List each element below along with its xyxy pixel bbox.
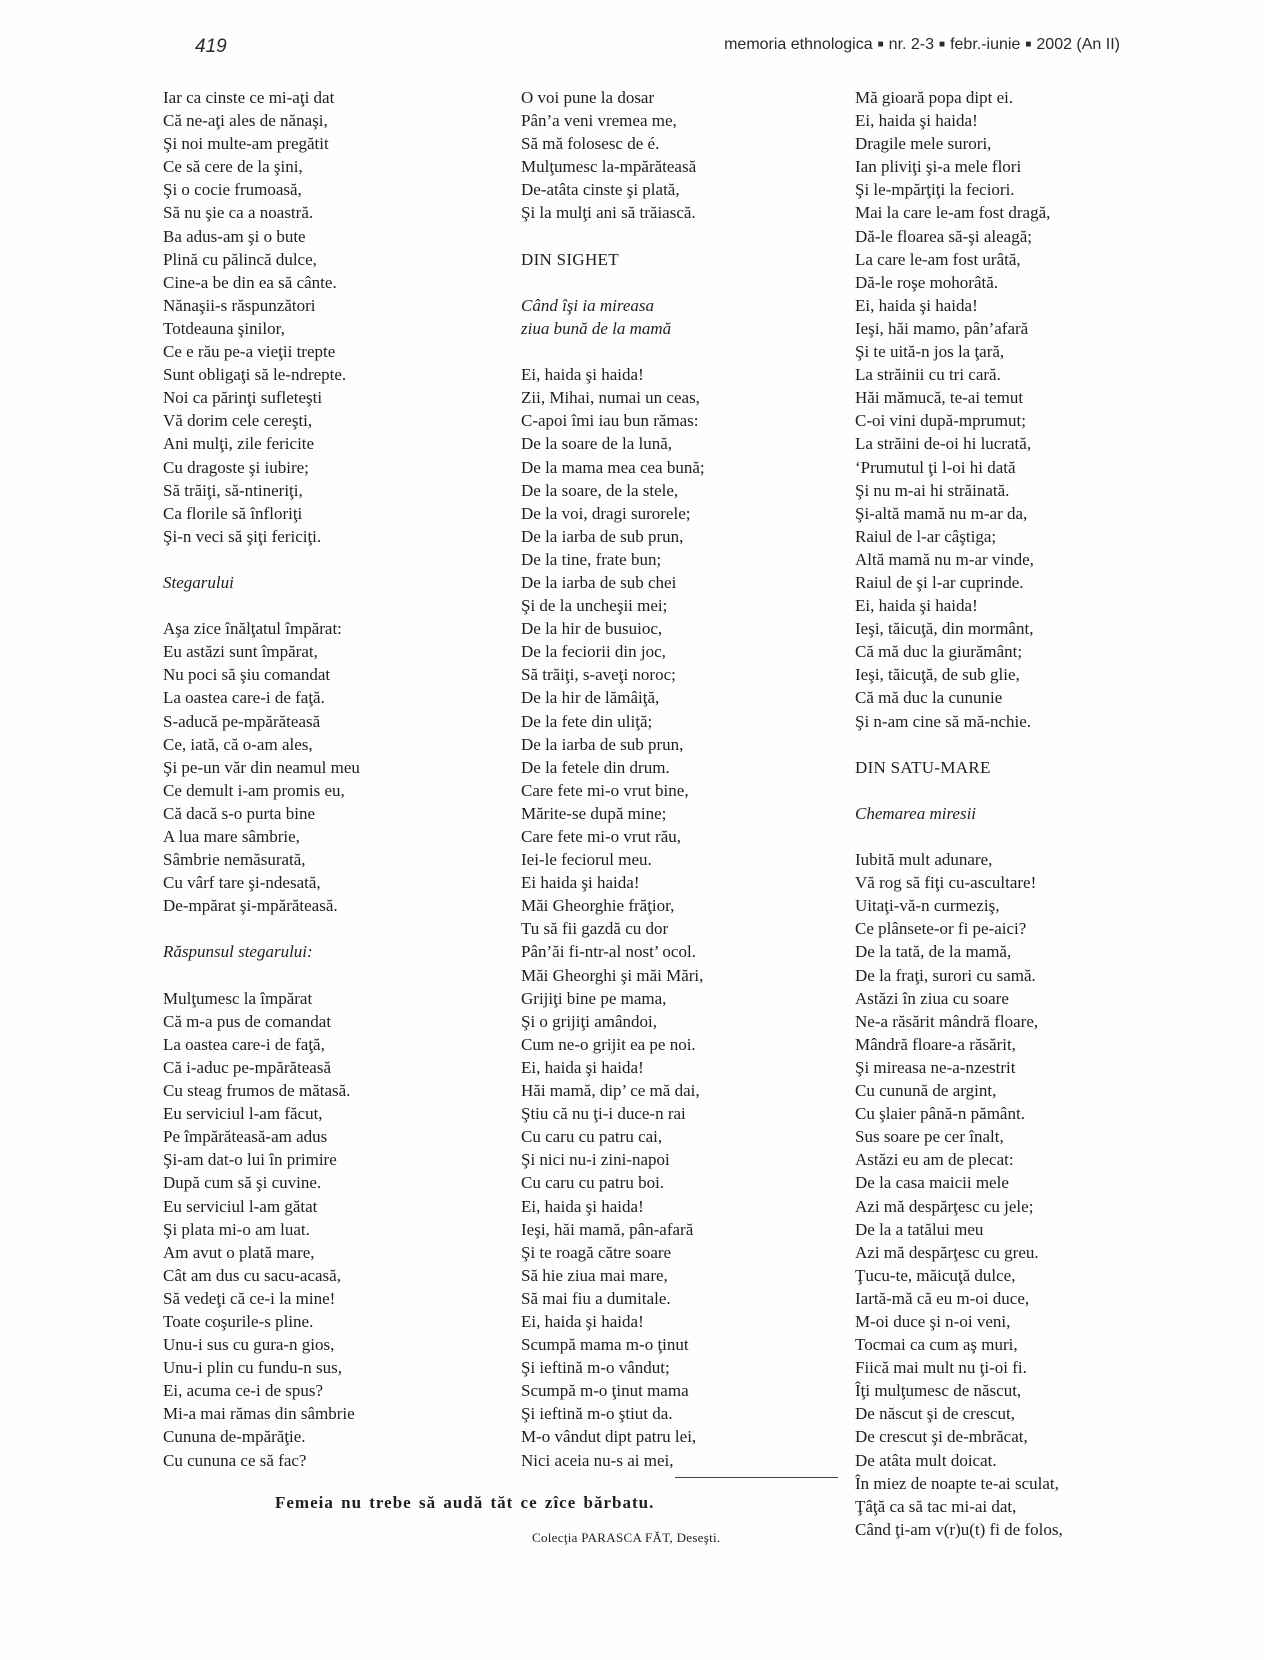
section-heading: DIN SIGHET: [521, 249, 619, 269]
verse-line: Sâmbrie nemăsurată,: [163, 850, 306, 870]
text-column-left: [163, 86, 360, 1472]
poem-title-block: [163, 940, 360, 963]
verse-line: Şi ieftină m-o ştiut da.: [521, 1404, 673, 1424]
verse-line: Ţucu-te, măicuţă dulce,: [855, 1265, 1016, 1285]
verse-line: La străinii cu tri cară.: [855, 365, 1001, 385]
verse-stanza: [521, 86, 705, 225]
verse-line: Ei, haida şi haida!: [855, 111, 978, 131]
verse-line: Cu caru cu patru boi.: [521, 1173, 665, 1193]
verse-line: De la iarba de sub prun,: [521, 734, 684, 754]
verse-line: Sunt obligaţi să le-ndrepte.: [163, 365, 347, 385]
verse-line: Eu serviciul l-am făcut,: [163, 1104, 323, 1124]
page-number: 419: [195, 36, 227, 57]
verse-line: Ne-a răsărit mândră floare,: [855, 1011, 1039, 1031]
verse-line: De la voi, dragi surorele;: [521, 503, 691, 523]
verse-line: De la fetele din drum.: [521, 757, 670, 777]
verse-line: Ei, haida şi haida!: [855, 596, 978, 616]
verse-line: Ei, haida şi haida!: [521, 1196, 644, 1216]
verse-line: Ba adus-am şi o bute: [163, 226, 306, 246]
verse-stanza: [855, 86, 1063, 733]
verse-line: Şi nu m-ai hi străinată.: [855, 480, 1010, 500]
verse-line: Cum ne-o grijit ea pe noi.: [521, 1034, 696, 1054]
verse-line: Cununa de-mpărăţie.: [163, 1427, 306, 1447]
verse-line: Cu cununa ce să fac?: [163, 1450, 307, 1470]
verse-line: Pân’a veni vremea me,: [521, 111, 677, 131]
verse-line: Grijiţi bine pe mama,: [521, 988, 667, 1008]
poem-title: Răspunsul stegarului:: [163, 942, 313, 962]
running-header: [724, 36, 1120, 54]
verse-line: Ian pliviţi şi-a mele flori: [855, 157, 1022, 177]
verse-line: Iartă-mă că eu m-oi duce,: [855, 1288, 1030, 1308]
verse-line: Eu serviciul l-am gătat: [163, 1196, 318, 1216]
verse-line: Ţâţă ca să tac mi-ai dat,: [855, 1496, 1017, 1516]
verse-line: Mulţumesc la-mpărăteasă: [521, 157, 697, 177]
verse-line: Mai la care le-am fost dragă,: [855, 203, 1051, 223]
verse-line: Hăi mamă, dip’ ce mă dai,: [521, 1081, 700, 1101]
verse-line: Îţi mulţumesc de născut,: [855, 1381, 1022, 1401]
verse-line: Eu astăzi sunt împărat,: [163, 642, 318, 662]
verse-line: De crescut şi de-mbrăcat,: [855, 1427, 1028, 1447]
verse-line: Ce plânsete-or fi pe-aici?: [855, 919, 1027, 939]
verse-line: Şi le-mpărţiţi la feciori.: [855, 180, 1015, 200]
verse-line: Uitaţi-vă-n curmeziş,: [855, 896, 1000, 916]
verse-line: Ei haida şi haida!: [521, 873, 640, 893]
section-heading: DIN SATU-MARE: [855, 757, 991, 777]
verse-line: De-atâta cinste şi plată,: [521, 180, 680, 200]
verse-line: Hăi mămucă, te-ai temut: [855, 388, 1024, 408]
verse-line: La care le-am fost urâtă,: [855, 249, 1021, 269]
collection-credit: Colecţia PARASCA FĂT, Deseşti.: [532, 1530, 721, 1545]
verse-line: Când ţi-am v(r)u(t) fi de folos,: [855, 1519, 1063, 1539]
verse-line: M-o vândut dipt patru lei,: [521, 1427, 697, 1447]
verse-stanza: [163, 987, 360, 1472]
verse-stanza: [163, 86, 360, 548]
verse-line: Să nu şie ca a noastră.: [163, 203, 314, 223]
verse-line: Tu să fii gazdă cu dor: [521, 919, 669, 939]
verse-line: Cu caru cu patru cai,: [521, 1127, 663, 1147]
verse-stanza: [163, 617, 360, 917]
verse-line: Să mai fiu a dumitale.: [521, 1288, 671, 1308]
verse-line: Ce, iată, că o-am ales,: [163, 734, 313, 754]
verse-line: Şi-altă mamă nu m-ar da,: [855, 503, 1028, 523]
verse-line: De la mama mea cea bună;: [521, 457, 705, 477]
verse-line: De la tată, de la mamă,: [855, 942, 1012, 962]
verse-line: Şi o grijiţi amândoi,: [521, 1011, 657, 1031]
verse-line: De atâta mult doicat.: [855, 1450, 997, 1470]
verse-line: Noi ca părinţi sufleteşti: [163, 388, 323, 408]
verse-line: Mi-a mai rămas din sâmbrie: [163, 1404, 355, 1424]
verse-line: Iei-le feciorul meu.: [521, 850, 652, 870]
verse-line: Mă gioară popa dipt ei.: [855, 88, 1014, 107]
verse-line: O voi pune la dosar: [521, 88, 655, 107]
verse-line: Să vedeţi că ce-i la mine!: [163, 1288, 336, 1308]
verse-line: A lua mare sâmbrie,: [163, 827, 300, 846]
verse-line: De la iarba de sub chei: [521, 572, 677, 592]
verse-line: De-mpărat şi-mpărăteasă.: [163, 896, 338, 916]
separator-square-icon: ■: [939, 39, 946, 50]
verse-line: Cu cunună de argint,: [855, 1081, 997, 1101]
verse-line: Fiică mai mult nu ţi-oi fi.: [855, 1358, 1027, 1378]
poem-title: ziua bună de la mamă: [521, 318, 672, 338]
verse-line: Ieşi, hăi mamo, pân’afară: [855, 318, 1029, 338]
verse-line: Ştiu că nu ţi-i duce-n rai: [521, 1104, 686, 1124]
verse-line: Măi Gheorghi şi măi Mări,: [521, 965, 704, 985]
verse-line: Ei, haida şi haida!: [521, 1057, 644, 1077]
verse-line: Astăzi în ziua cu soare: [855, 988, 1009, 1008]
verse-line: Ieşi, tăicuţă, din mormânt,: [855, 619, 1034, 639]
issue-year: 2002 (An II): [1036, 36, 1120, 53]
verse-line: Nu poci să şiu comandat: [163, 665, 331, 685]
verse-line: Aşa zice înălţatul împărat:: [163, 619, 342, 639]
verse-line: C-apoi îmi iau bun rămas:: [521, 411, 699, 431]
verse-line: Şi-n veci să şiţi fericiţi.: [163, 526, 322, 546]
verse-line: Şi ieftină m-o vândut;: [521, 1358, 670, 1378]
verse-line: Care fete mi-o vrut bine,: [521, 780, 689, 800]
verse-line: Altă mamă nu m-ar vinde,: [855, 549, 1034, 569]
verse-line: De la fraţi, surori cu samă.: [855, 965, 1036, 985]
verse-line: Azi mă despărţesc cu greu.: [855, 1242, 1039, 1262]
verse-line: Că m-a pus de comandat: [163, 1011, 332, 1031]
verse-line: Scumpă mama m-o ţinut: [521, 1335, 689, 1355]
journal-title: memoria ethnologica: [724, 36, 873, 53]
verse-line: La oastea care-i de faţă.: [163, 688, 325, 708]
verse-line: Mărite-se după mine;: [521, 803, 667, 823]
verse-line: Să trăiţi, s-aveţi noroc;: [521, 665, 676, 685]
verse-line: În miez de noapte te-ai sculat,: [855, 1473, 1059, 1493]
verse-line: Sus soare pe cer înalt,: [855, 1127, 1004, 1147]
verse-line: Şi de la uncheşii mei;: [521, 596, 668, 616]
verse-line: Unu-i plin cu fundu-n sus,: [163, 1358, 342, 1378]
verse-line: Zii, Mihai, numai un ceas,: [521, 388, 700, 408]
verse-line: Unu-i sus cu gura-n gios,: [163, 1335, 335, 1355]
verse-line: Am avut o plată mare,: [163, 1242, 315, 1262]
verse-line: Iar ca cinste ce mi-aţi dat: [163, 88, 335, 107]
verse-line: Cu vârf tare şi-ndesată,: [163, 873, 321, 893]
verse-line: Că ne-aţi ales de nănaşi,: [163, 111, 328, 131]
verse-line: Ei, acuma ce-i de spus?: [163, 1381, 324, 1401]
verse-line: Şi nici nu-i zini-napoi: [521, 1150, 670, 1170]
issue-number: nr. 2-3: [888, 36, 935, 53]
verse-line: Şi noi multe-am pregătit: [163, 134, 329, 154]
verse-line: Cu şlaier până-n pământ.: [855, 1104, 1025, 1124]
verse-line: Pe împărăteasă-am adus: [163, 1127, 328, 1147]
verse-line: Ce e rău pe-a vieţii trepte: [163, 342, 336, 362]
verse-line: De la feciorii din joc,: [521, 642, 666, 662]
verse-line: Mulţumesc la împărat: [163, 988, 313, 1008]
verse-line: Scumpă m-o ţinut mama: [521, 1381, 689, 1401]
verse-line: Pân’ăi fi-ntr-al nost’ ocol.: [521, 942, 696, 962]
verse-line: De la iarba de sub prun,: [521, 526, 684, 546]
verse-line: De la soare de la lună,: [521, 434, 673, 454]
verse-line: Şi mireasa ne-a-nzestrit: [855, 1057, 1016, 1077]
verse-line: Cu steag frumos de mătasă.: [163, 1081, 351, 1101]
verse-line: M-oi duce şi n-oi veni,: [855, 1311, 1011, 1331]
verse-line: După cum să şi cuvine.: [163, 1173, 322, 1193]
verse-line: Ei, haida şi haida!: [521, 365, 644, 385]
verse-line: Raiul de şi l-ar cuprinde.: [855, 572, 1024, 592]
verse-line: Tocmai ca cum aş muri,: [855, 1335, 1018, 1355]
verse-line: Şi te roagă către soare: [521, 1242, 672, 1262]
verse-line: Nici aceia nu-s ai mei,: [521, 1450, 674, 1470]
text-column-right: [855, 86, 1063, 1541]
verse-line: Iubită mult adunare,: [855, 850, 993, 870]
issue-period: febr.-iunie: [950, 36, 1021, 53]
verse-line: Raiul de l-ar câştiga;: [855, 526, 997, 546]
verse-line: Astăzi eu am de plecat:: [855, 1150, 1014, 1170]
verse-line: La oastea care-i de faţă,: [163, 1034, 325, 1054]
verse-line: Azi mă despărţesc cu jele;: [855, 1196, 1034, 1216]
verse-line: Dă-le floarea să-şi aleagă;: [855, 226, 1032, 246]
verse-line: Dragile mele surori,: [855, 134, 992, 154]
section-heading-block: [521, 248, 705, 271]
verse-stanza: [521, 363, 705, 1472]
verse-line: Că mă duc la giurământ;: [855, 642, 1023, 662]
verse-line: Ani mulţi, zile fericite: [163, 434, 315, 454]
verse-line: Să mă folosesc de é.: [521, 134, 660, 154]
section-heading-block: [855, 756, 1063, 779]
verse-line: De la soare, de la stele,: [521, 480, 679, 500]
verse-line: De la hir de lămâiţă,: [521, 688, 660, 708]
separator-square-icon: ■: [1025, 39, 1032, 50]
verse-line: Că i-aduc pe-mpărăteasă: [163, 1057, 332, 1077]
verse-line: Toate coşurile-s pline.: [163, 1311, 314, 1331]
footer-rule: [675, 1477, 838, 1478]
verse-line: Cine-a be din ea să cânte.: [163, 272, 337, 292]
verse-line: Ei, haida şi haida!: [521, 1311, 644, 1331]
poem-title: Chemarea miresii: [855, 803, 977, 823]
verse-line: ‘Prumutul ţi l-oi hi dată: [855, 457, 1016, 477]
verse-line: Că mă duc la cununie: [855, 688, 1003, 708]
verse-line: Vă dorim cele cereşti,: [163, 411, 313, 431]
verse-line: Să trăiţi, să-ntineriţi,: [163, 480, 303, 500]
poem-title-block: [855, 802, 1063, 825]
separator-square-icon: ■: [877, 39, 884, 50]
poem-title: Stegarului: [163, 572, 234, 592]
text-column-middle: [521, 86, 705, 1472]
verse-line: Ei, haida şi haida!: [855, 295, 978, 315]
verse-line: Şi n-am cine să mă-nchie.: [855, 711, 1032, 731]
verse-line: Vă rog să fiţi cu-ascultare!: [855, 873, 1037, 893]
verse-line: De la fete din uliţă;: [521, 711, 653, 731]
verse-line: Ce demult i-am promis eu,: [163, 780, 345, 800]
verse-line: Să hie ziua mai mare,: [521, 1265, 668, 1285]
verse-line: Nănaşii-s răspunzători: [163, 295, 316, 315]
verse-line: Şi plata mi-o am luat.: [163, 1219, 310, 1239]
verse-line: De născut şi de crescut,: [855, 1404, 1016, 1424]
verse-line: Măi Gheorghie frăţior,: [521, 896, 675, 916]
verse-line: C-oi vini după-mprumut;: [855, 411, 1026, 431]
verse-line: S-aducă pe-mpărăteasă: [163, 711, 321, 731]
verse-line: Ce să cere de la şini,: [163, 157, 303, 177]
verse-line: Ieşi, hăi mamă, pân-afară: [521, 1219, 694, 1239]
verse-line: De la tine, frate bun;: [521, 549, 662, 569]
verse-stanza: [855, 848, 1063, 1541]
closing-proverb: Femeia nu trebe să audă tăt ce zîce bărbatu.: [275, 1493, 655, 1512]
verse-line: Cât am dus cu sacu-acasă,: [163, 1265, 341, 1285]
verse-line: Ca florile să înfloriţi: [163, 503, 303, 523]
verse-line: De la casa maicii mele: [855, 1173, 1009, 1193]
verse-line: De la a tatălui meu: [855, 1219, 984, 1239]
verse-line: Că dacă s-o purta bine: [163, 803, 315, 823]
verse-line: Mândră floare-a răsărit,: [855, 1034, 1016, 1054]
verse-line: Şi pe-un văr din neamul meu: [163, 757, 360, 777]
verse-line: Plină cu pălincă dulce,: [163, 249, 317, 269]
verse-line: Ieşi, tăicuţă, de sub glie,: [855, 665, 1020, 685]
verse-line: Care fete mi-o vrut rău,: [521, 827, 682, 846]
verse-line: Şi te uită-n jos la ţară,: [855, 342, 1005, 362]
poem-title: Când îşi ia mireasa: [521, 295, 655, 315]
verse-line: Dă-le roşe mohorâtă.: [855, 272, 999, 292]
verse-line: Cu dragoste şi iubire;: [163, 457, 309, 477]
poem-title-block: [521, 294, 705, 340]
verse-line: Şi-am dat-o lui în primire: [163, 1150, 337, 1170]
poem-title-block: [163, 571, 360, 594]
verse-line: Şi la mulţi ani să trăiască.: [521, 203, 696, 223]
verse-line: Totdeauna şinilor,: [163, 318, 285, 338]
verse-line: De la hir de busuioc,: [521, 619, 663, 639]
verse-line: La străini de-oi hi lucrată,: [855, 434, 1032, 454]
verse-line: Şi o cocie frumoasă,: [163, 180, 302, 200]
